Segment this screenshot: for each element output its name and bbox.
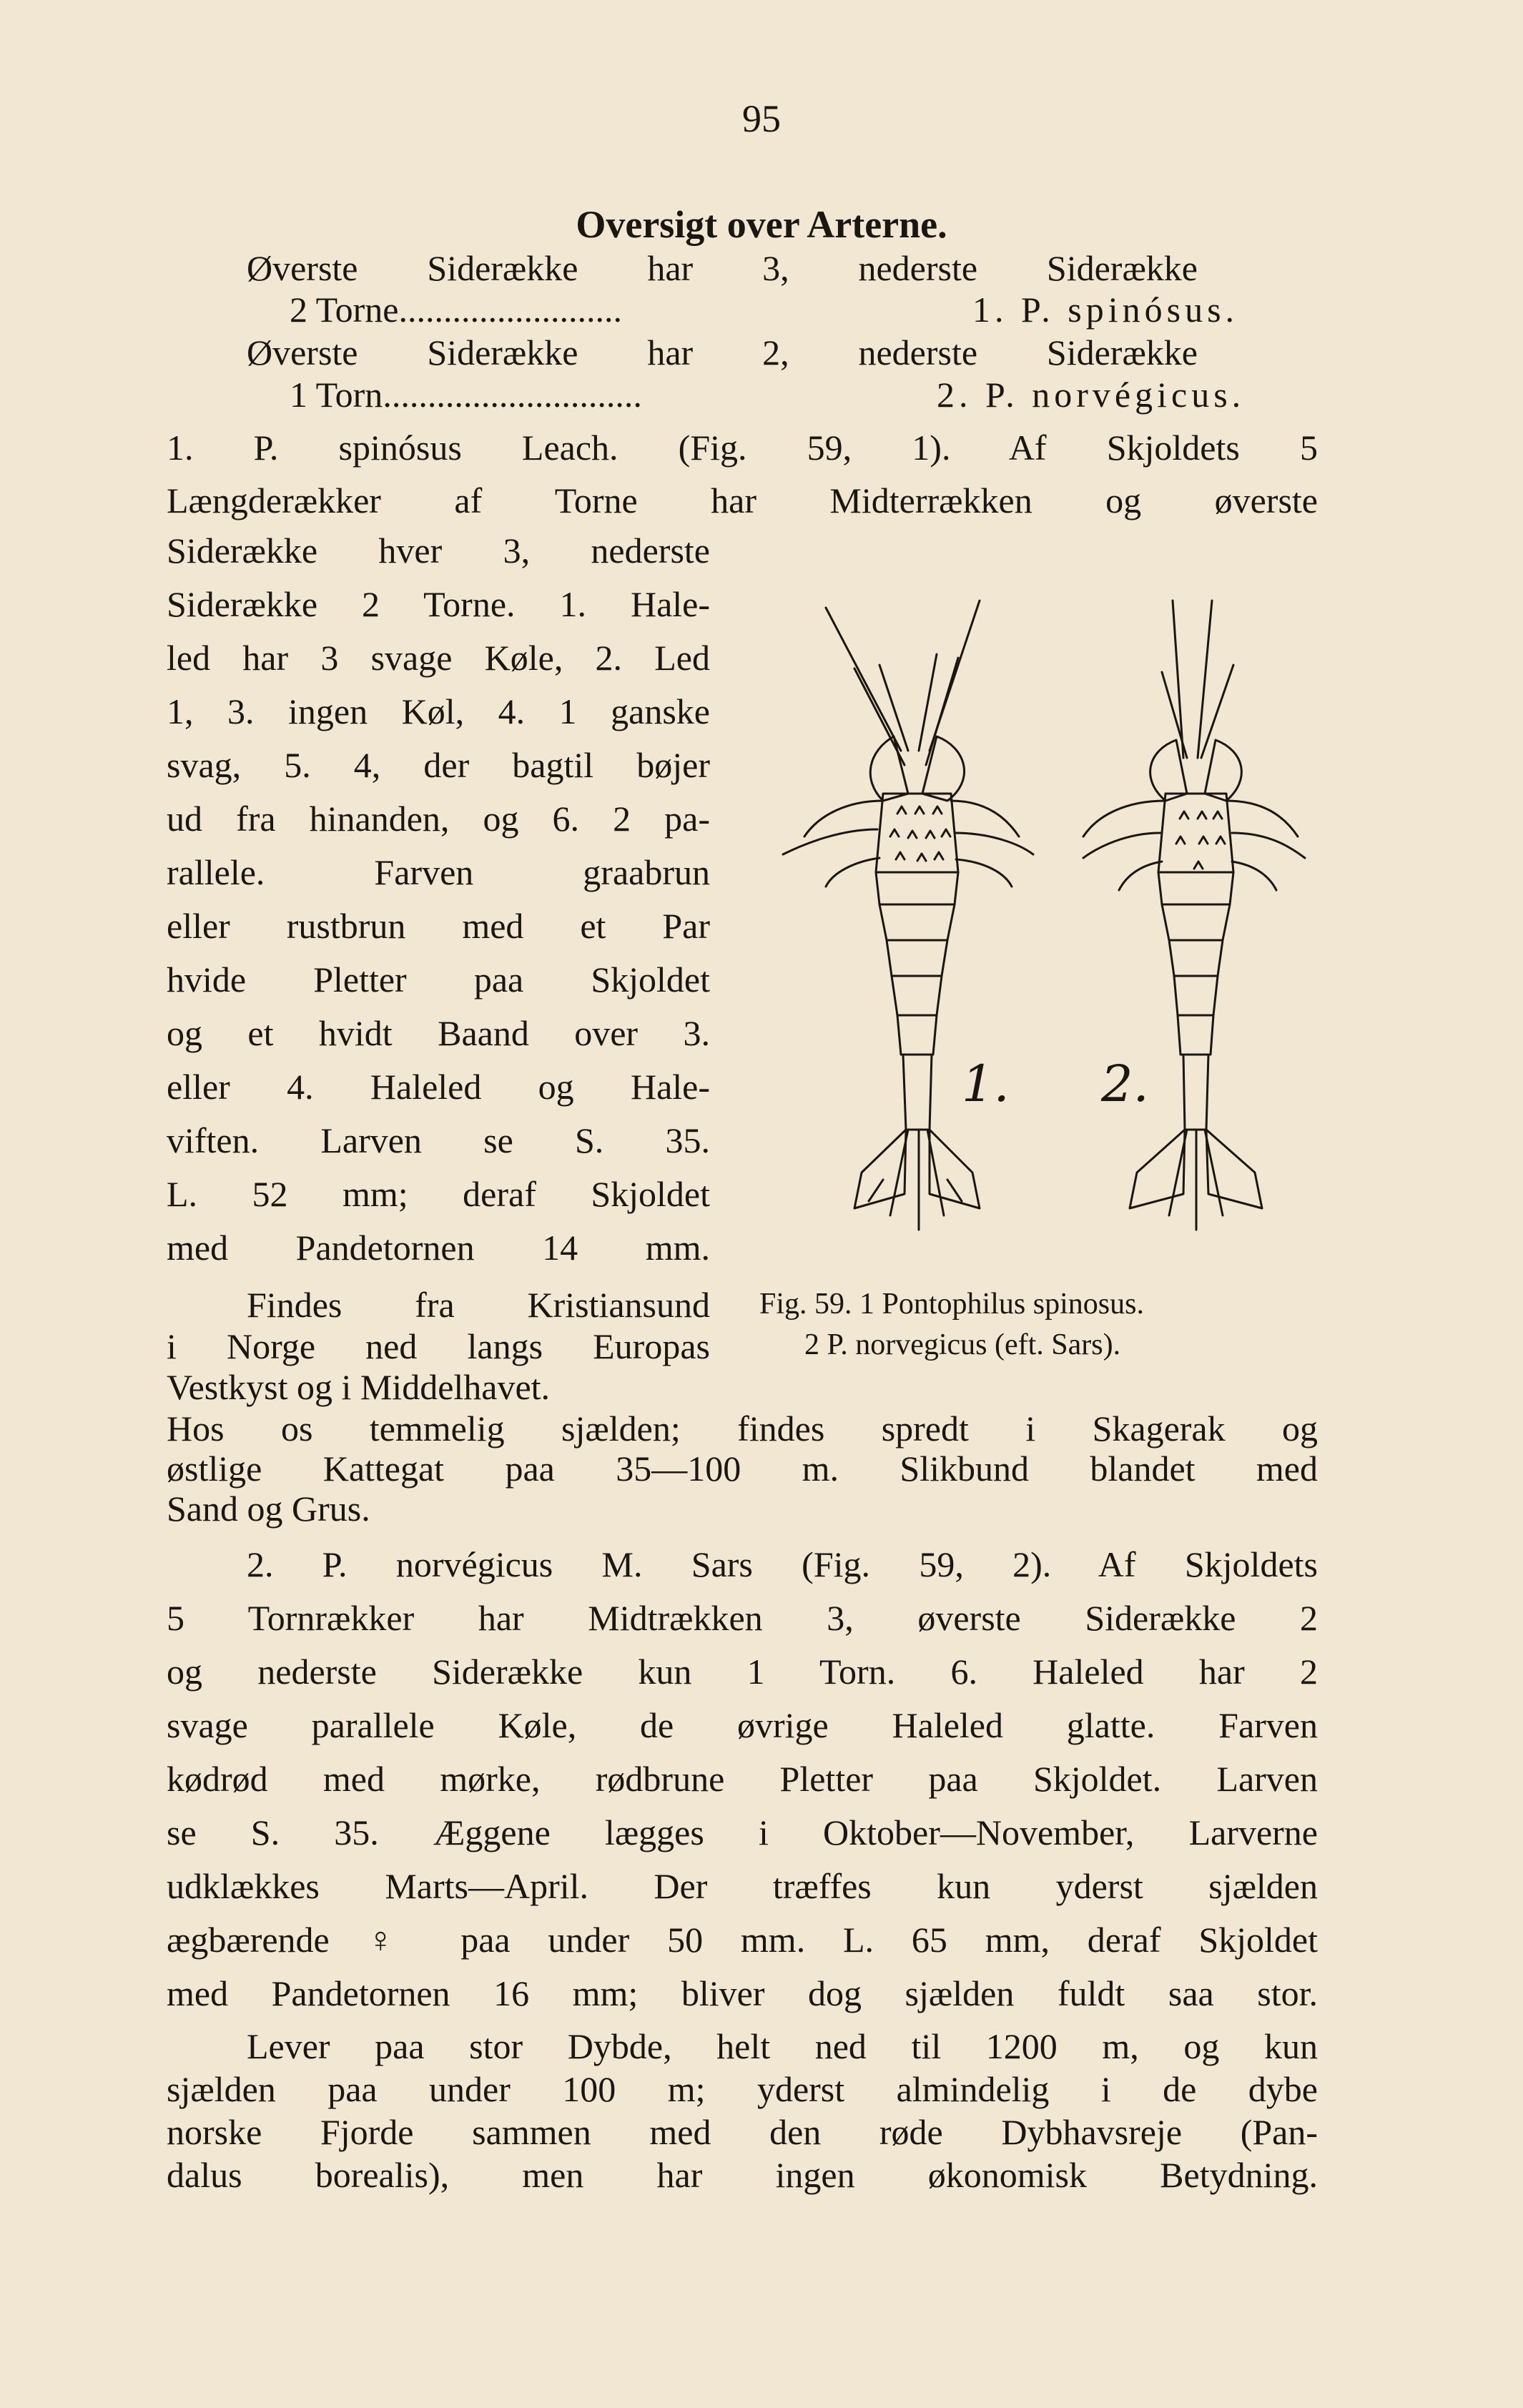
text-line: dalus borealis), men har ingen økonomisk Betydning.: [167, 2155, 1318, 2195]
text-line: Findes fra Kristiansund: [247, 1285, 710, 1325]
key-result-2: 2. P. norvégicus.: [937, 375, 1246, 415]
shrimp-figure: [776, 586, 1312, 1251]
text-line: rallele. Farven graabrun: [167, 852, 710, 892]
text-line: udklækkes Marts—April. Der træffes kun yderst sjælden: [167, 1866, 1318, 1906]
text-line: 2. P. norvégicus M. Sars (Fig. 59, 2). Af Skjoldets: [247, 1544, 1318, 1584]
text-line: ud fra hinanden, og 6. 2 pa-: [167, 799, 710, 839]
text-line: sjælden paa under 100 m; yderst almindelig i de dybe: [167, 2069, 1318, 2109]
text-line: og et hvidt Baand over 3.: [167, 1013, 710, 1053]
text-line: og nederste Siderække kun 1 Torn. 6. Haleled har 2: [167, 1652, 1318, 1692]
text-line: østlige Kattegat paa 35—100 m. Slikbund blandet med: [167, 1449, 1318, 1489]
key-leader-dots: .............................: [383, 375, 642, 415]
text-line: Længderækker af Torne har Midterrækken og øverste: [167, 480, 1318, 520]
page-number: 95: [742, 97, 781, 140]
text-line: viften. Larven se S. 35.: [167, 1120, 710, 1160]
text-line: svage parallele Køle, de øvrige Haleled glatte. Farven: [167, 1705, 1318, 1745]
text-line: Siderække 2 Torne. 1. Hale-: [167, 584, 710, 624]
text-line: Sand og Grus.: [167, 1489, 370, 1529]
text-line: svag, 5. 4, der bagtil bøjer: [167, 745, 710, 785]
key-line-4: [290, 373, 642, 416]
text-line: norske Fjorde sammen med den røde Dybhavsreje (Pan-: [167, 2112, 1318, 2152]
text-line: hvide Pletter paa Skjoldet: [167, 959, 710, 1000]
text-line: Lever paa stor Dybde, helt ned til 1200 m, og kun: [247, 2026, 1318, 2066]
figure-caption-line-1: Fig. 59. 1 Pontophilus spinosus.: [759, 1288, 1144, 1321]
key-label: 2 Torne: [290, 290, 399, 330]
text-line: se S. 35. Æggene lægges i Oktober—November, Larverne: [167, 1812, 1318, 1852]
text-line: led har 3 svage Køle, 2. Led: [167, 638, 710, 678]
text-line: eller rustbrun med et Par: [167, 906, 710, 946]
key-line-3: Øverste Siderække har 2, nederste Siderække: [247, 332, 1198, 372]
text-line: L. 52 mm; deraf Skjoldet: [167, 1174, 710, 1214]
text-line: ægbærende ♀ paa under 50 mm. L. 65 mm, deraf Skjoldet: [167, 1920, 1318, 1960]
text-line: Vestkyst og i Middelhavet.: [167, 1367, 551, 1407]
key-line-2: [290, 288, 622, 331]
key-leader-dots: .........................: [398, 290, 622, 330]
section-heading: Oversigt over Arterne.: [576, 203, 947, 246]
text-line: 5 Tornrækker har Midtrækken 3, øverste Siderække 2: [167, 1598, 1318, 1638]
text-line: kødrød med mørke, rødbrune Pletter paa Skjoldet. Larven: [167, 1759, 1318, 1799]
text-line: 1. P. spinósus Leach. (Fig. 59, 1). Af Skjoldets 5: [167, 428, 1318, 468]
text-line: i Norge ned langs Europas: [167, 1326, 710, 1366]
figure-caption-line-2: 2 P. norvegicus (eft. Sars).: [804, 1328, 1121, 1361]
text-line: med Pandetornen 16 mm; bliver dog sjælden fuldt saa stor.: [167, 1973, 1318, 2013]
text-line: Hos os temmelig sjælden; findes spredt i Skagerak og: [167, 1408, 1318, 1449]
key-label: 1 Torn: [290, 375, 383, 415]
text-line: 1, 3. ingen Køl, 4. 1 ganske: [167, 691, 710, 731]
figure-label-2: 2.: [1101, 1055, 1149, 1113]
key-result-1: 1. P. spinósus.: [972, 290, 1239, 330]
text-line: Siderække hver 3, nederste: [167, 531, 710, 571]
figure-label-1: 1.: [962, 1055, 1010, 1113]
key-line-1: Øverste Siderække har 3, nederste Siderække: [247, 248, 1198, 288]
text-line: med Pandetornen 14 mm.: [167, 1228, 710, 1268]
text-line: eller 4. Haleled og Hale-: [167, 1067, 710, 1107]
shrimp-2-drawing: [1083, 601, 1305, 1230]
shrimp-1-drawing: [783, 601, 1033, 1230]
